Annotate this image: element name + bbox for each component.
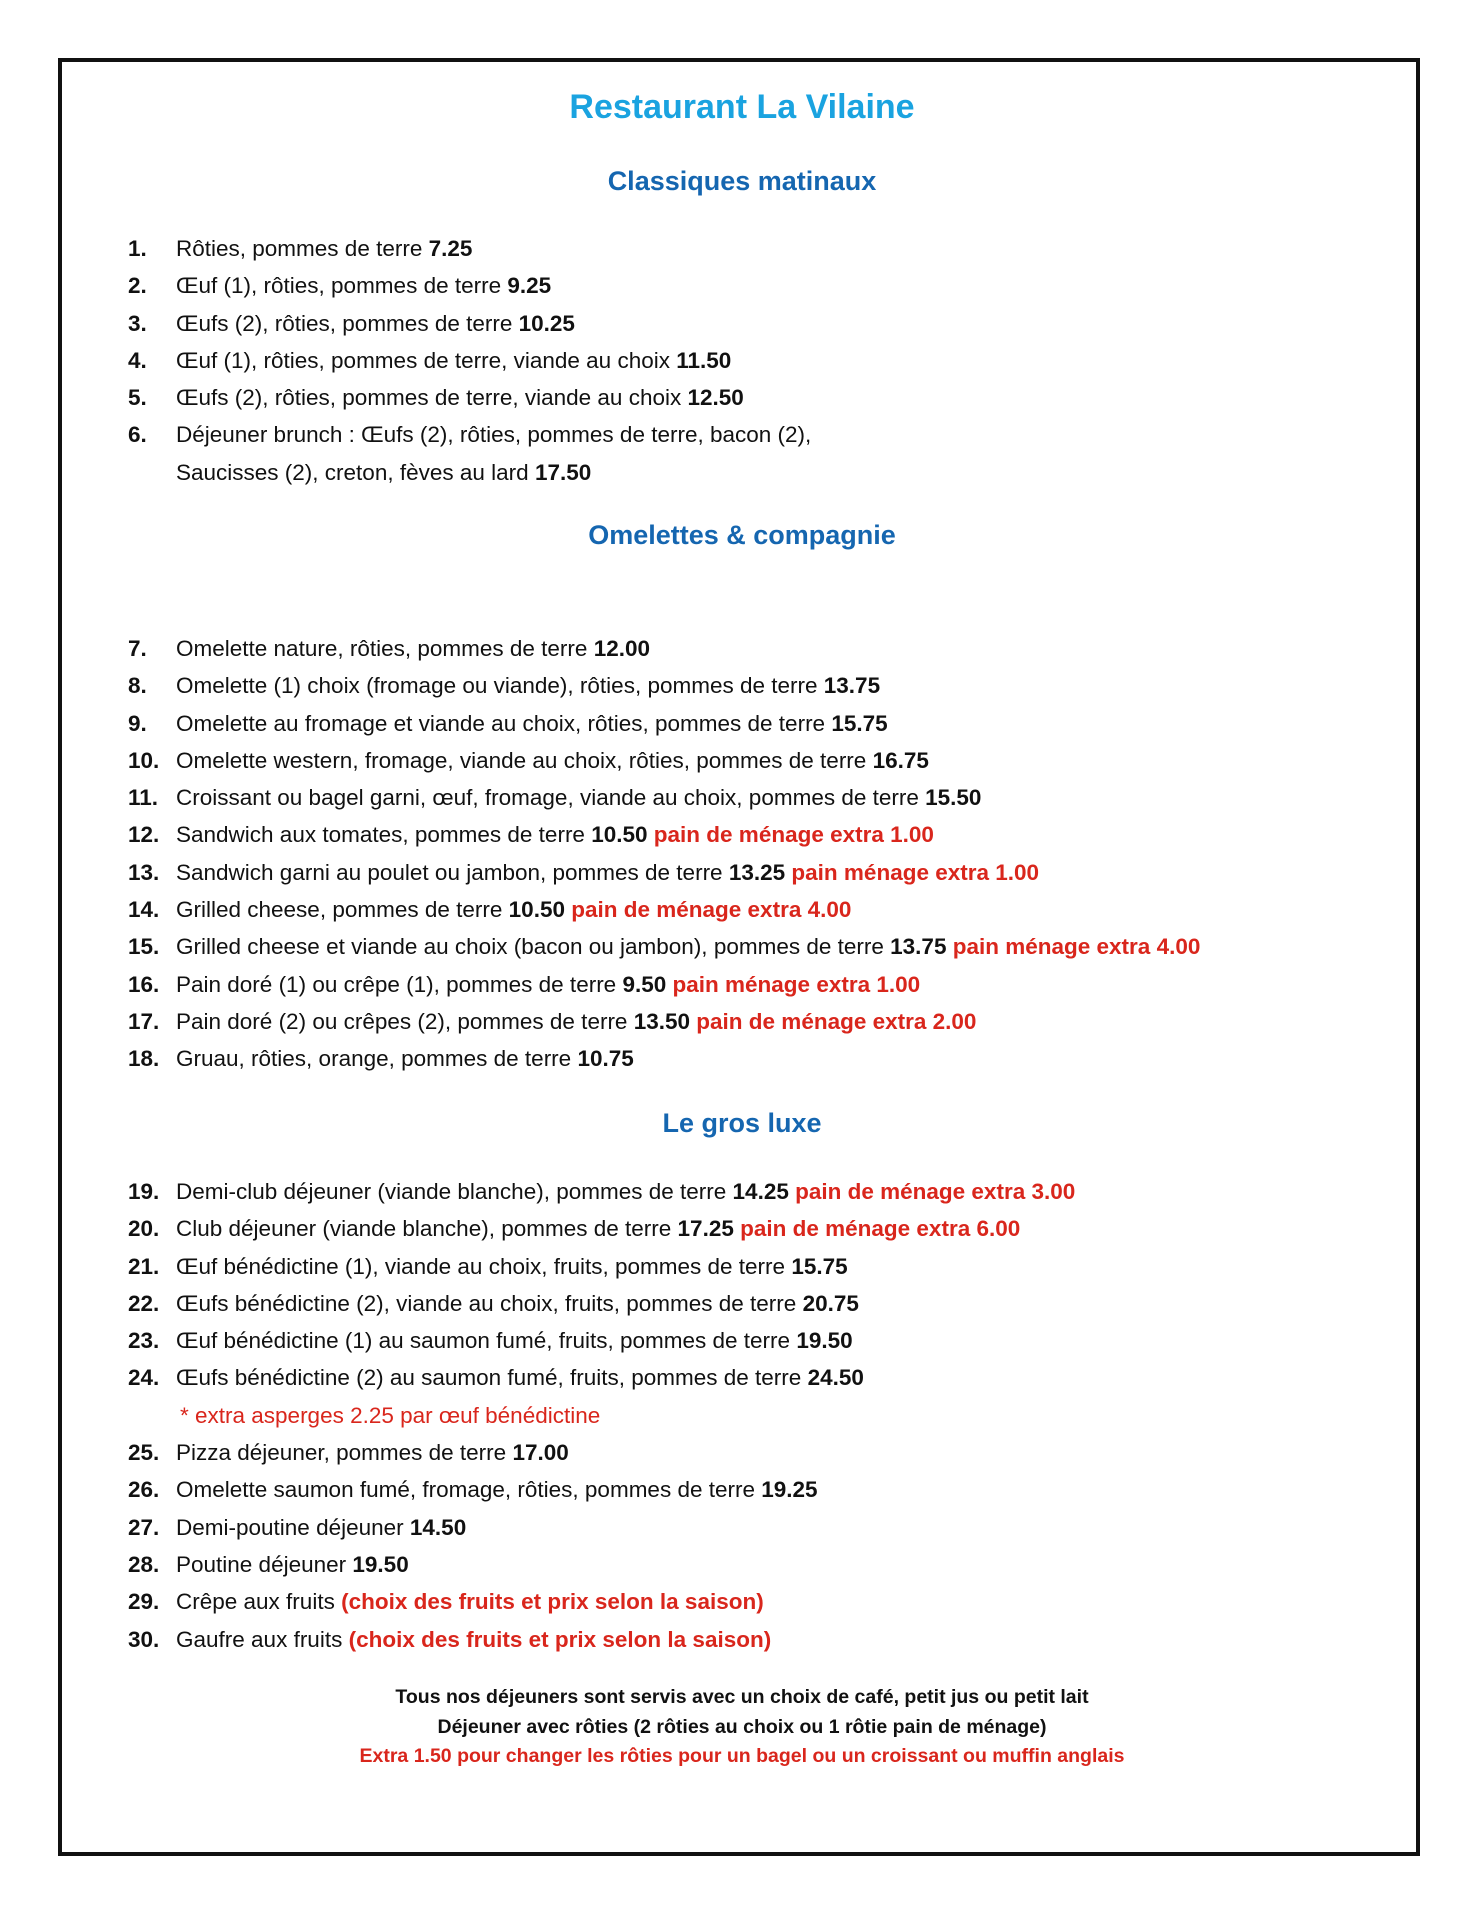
menu-item xyxy=(128,230,1378,267)
menu-item-price: 15.75 xyxy=(791,1253,848,1279)
menu-item-price: 15.75 xyxy=(831,710,888,736)
menu-item-extra: (choix des fruits et prix selon la saison) xyxy=(341,1589,764,1615)
menu-item-price: 19.50 xyxy=(352,1551,409,1577)
menu-item xyxy=(128,928,1378,965)
menu-item xyxy=(128,1248,1378,1285)
menu-item-description: Œuf (1), rôties, pommes de terre xyxy=(176,273,502,299)
menu-item-note: * extra asperges 2.25 par œuf bénédictine xyxy=(180,1402,601,1428)
menu-item-number: 29. xyxy=(128,1589,160,1615)
menu-item-price: 19.25 xyxy=(761,1477,818,1503)
menu-item xyxy=(128,742,1378,779)
footer-line-extra: Extra 1.50 pour changer les rôties pour un bagel ou un croissant ou muffin anglais xyxy=(359,1745,1125,1767)
footer-notes xyxy=(0,1683,1484,1772)
menu-item xyxy=(128,305,1378,342)
menu-item-number: 10. xyxy=(128,747,160,773)
menu-item-price: 17.25 xyxy=(677,1216,734,1242)
menu-item-price: 19.50 xyxy=(796,1328,853,1354)
menu-item-description: Œufs (2), rôties, pommes de terre, viande au choix xyxy=(176,385,682,411)
menu-item-price: 9.50 xyxy=(622,971,667,997)
menu-item-number: 11. xyxy=(128,785,159,811)
menu-item-price: 10.75 xyxy=(577,1046,634,1072)
menu-item-price: 10.50 xyxy=(591,822,648,848)
menu-item-number: 2. xyxy=(128,273,147,299)
menu-item-extra: pain de ménage extra 2.00 xyxy=(696,1008,977,1034)
menu-item-price: 15.50 xyxy=(925,785,982,811)
menu-item xyxy=(128,1040,1378,1077)
menu-item-price: 13.75 xyxy=(823,673,881,699)
section-title-gros-luxe: Le gros luxe xyxy=(662,1108,822,1138)
menu-item-description: Œufs (2), rôties, pommes de terre xyxy=(176,310,513,336)
menu-item-description: Crêpe aux fruits xyxy=(176,1589,335,1615)
menu-item-description: Gaufre aux fruits xyxy=(176,1626,343,1652)
menu-item-description: Omelette au fromage et viande au choix, rôties, pommes de terre xyxy=(176,710,826,736)
menu-item xyxy=(128,1509,1378,1546)
menu-item xyxy=(128,454,1378,491)
menu-item-price: 13.25 xyxy=(728,859,786,885)
section-title-classiques: Classiques matinaux xyxy=(607,166,877,196)
menu-item-number: 20. xyxy=(128,1216,160,1242)
menu-item-number: 13. xyxy=(128,859,160,885)
menu-item-extra: pain de ménage extra 1.00 xyxy=(653,822,934,848)
menu-item xyxy=(128,1397,1378,1434)
menu-item-description: Omelette saumon fumé, fromage, rôties, pommes de terre xyxy=(176,1477,755,1503)
menu-item-number: 5. xyxy=(128,385,147,411)
menu-item-description: Œuf (1), rôties, pommes de terre, viande au choix xyxy=(176,347,670,373)
menu-item-extra: pain ménage extra 4.00 xyxy=(952,934,1201,960)
menu-list-omelettes xyxy=(128,630,1378,1078)
menu-item xyxy=(128,1210,1378,1247)
menu-item-number: 22. xyxy=(128,1290,160,1316)
menu-item xyxy=(128,267,1378,304)
menu-item xyxy=(128,1359,1378,1396)
menu-item-description: Pain doré (2) ou crêpes (2), pommes de terre xyxy=(176,1008,628,1034)
menu-item-number: 27. xyxy=(128,1514,160,1540)
menu-item-number: 23. xyxy=(128,1328,160,1354)
menu-item-number: 3. xyxy=(128,310,147,336)
menu-item-number: 24. xyxy=(128,1365,160,1391)
menu-item xyxy=(128,1621,1378,1658)
menu-item-number: 14. xyxy=(128,897,160,923)
menu-item-number: 12. xyxy=(128,822,160,848)
menu-item-number: 26. xyxy=(128,1477,160,1503)
menu-item-description: Sandwich aux tomates, pommes de terre xyxy=(176,822,585,848)
menu-item-number: 15. xyxy=(128,934,160,960)
menu-list-classiques xyxy=(128,230,1378,491)
menu-item-number: 4. xyxy=(128,347,147,373)
menu-item-price: 7.25 xyxy=(428,236,473,261)
footer-line-coffee: Tous nos déjeuners sont servis avec un choix de café, petit jus ou petit lait xyxy=(395,1686,1089,1708)
menu-item-number: 16. xyxy=(128,971,160,997)
menu-item-number: 18. xyxy=(128,1046,160,1072)
menu-item-description: Déjeuner brunch : Œufs (2), rôties, pommes de terre, bacon (2), xyxy=(176,422,812,448)
menu-item-description: Club déjeuner (viande blanche), pommes de terre xyxy=(176,1216,672,1242)
menu-item xyxy=(128,630,1378,667)
menu-item-description: Omelette (1) choix (fromage ou viande), rôties, pommes de terre xyxy=(176,673,818,699)
menu-item-price: 14.25 xyxy=(732,1179,789,1204)
menu-item-extra: pain de ménage extra 6.00 xyxy=(740,1216,1021,1242)
menu-item-price: 13.75 xyxy=(890,934,947,960)
menu-item xyxy=(128,1546,1378,1583)
menu-item-price: 20.75 xyxy=(802,1290,859,1316)
menu-item xyxy=(128,1285,1378,1322)
menu-item-price: 13.50 xyxy=(633,1008,691,1034)
menu-item-description: Demi-club déjeuner (viande blanche), pommes de terre xyxy=(176,1179,727,1204)
menu-item xyxy=(128,966,1378,1003)
menu-item-number: 1. xyxy=(128,236,147,261)
menu-item-description: Sandwich garni au poulet ou jambon, pommes de terre xyxy=(176,859,723,885)
menu-item-extra: pain ménage extra 1.00 xyxy=(791,859,1040,885)
menu-item-number: 6. xyxy=(128,422,147,448)
menu-item-description: Omelette western, fromage, viande au choix, rôties, pommes de terre xyxy=(176,747,867,773)
menu-item-description: Poutine déjeuner xyxy=(176,1551,347,1577)
menu-item xyxy=(128,816,1378,853)
menu-item-price: 17.00 xyxy=(512,1440,569,1466)
menu-item xyxy=(128,1583,1378,1620)
menu-item-number: 25. xyxy=(128,1440,160,1466)
menu-item-description: Demi-poutine déjeuner xyxy=(176,1514,404,1540)
menu-item xyxy=(128,1173,1378,1210)
menu-item-price: 24.50 xyxy=(807,1365,864,1391)
menu-item-price: 12.50 xyxy=(687,385,744,411)
menu-item-number: 30. xyxy=(128,1626,160,1652)
menu-item-description: Rôties, pommes de terre xyxy=(176,236,423,261)
menu-item-description: Grilled cheese et viande au choix (bacon ou jambon), pommes de terre xyxy=(176,934,884,960)
menu-item xyxy=(128,416,1378,453)
menu-item xyxy=(128,342,1378,379)
menu-item-price: 12.00 xyxy=(593,636,651,661)
menu-item-description: Œufs bénédictine (2), viande au choix, fruits, pommes de terre xyxy=(176,1290,797,1316)
menu-item-number: 9. xyxy=(128,710,147,736)
menu-item-price: 9.25 xyxy=(507,273,552,299)
menu-item xyxy=(128,1434,1378,1471)
menu-item-description: Pain doré (1) ou crêpe (1), pommes de terre xyxy=(176,971,617,997)
menu-item-number: 7. xyxy=(128,636,147,661)
menu-item-description: Omelette nature, rôties, pommes de terre xyxy=(176,636,588,661)
menu-item-extra: pain de ménage extra 4.00 xyxy=(571,897,852,923)
menu-item-number: 19. xyxy=(128,1179,160,1204)
section-title-omelettes: Omelettes & compagnie xyxy=(588,520,896,550)
menu-item xyxy=(128,854,1378,891)
menu-item-number: 8. xyxy=(128,673,147,699)
menu-item xyxy=(128,1003,1378,1040)
footer-line-toast: Déjeuner avec rôties (2 rôties au choix ou 1 rôtie pain de ménage) xyxy=(437,1715,1047,1738)
menu-item-price: 17.50 xyxy=(534,459,592,485)
menu-item-extra: pain de ménage extra 3.00 xyxy=(795,1179,1076,1204)
menu-item-number: 28. xyxy=(128,1551,160,1577)
menu-item-number: 17. xyxy=(128,1008,160,1034)
menu-item xyxy=(128,1471,1378,1508)
menu-item xyxy=(128,667,1378,704)
menu-item-extra: (choix des fruits et prix selon la saison) xyxy=(348,1626,772,1652)
menu-item-description: Croissant ou bagel garni, œuf, fromage, viande au choix, pommes de terre xyxy=(176,785,919,811)
menu-item-price: 10.50 xyxy=(508,897,565,923)
menu-item-number: 21. xyxy=(128,1253,160,1279)
menu-item-extra: pain ménage extra 1.00 xyxy=(672,971,921,997)
menu-item-description: Pizza déjeuner, pommes de terre xyxy=(176,1440,507,1466)
menu-item-description: Œufs bénédictine (2) au saumon fumé, fruits, pommes de terre xyxy=(176,1365,802,1391)
menu-item-description: Grilled cheese, pommes de terre xyxy=(176,897,503,923)
menu-item xyxy=(128,779,1378,816)
menu-item xyxy=(128,1322,1378,1359)
menu-item-price: 14.50 xyxy=(409,1514,467,1540)
restaurant-title: Restaurant La Vilaine xyxy=(569,88,915,126)
menu-item-description: Œuf bénédictine (1) au saumon fumé, fruits, pommes de terre xyxy=(176,1328,791,1354)
menu-item-description: Œuf bénédictine (1), viande au choix, fruits, pommes de terre xyxy=(176,1253,786,1279)
menu-list-gros-luxe xyxy=(128,1173,1378,1658)
menu-item xyxy=(128,379,1378,416)
menu-item-description: Gruau, rôties, orange, pommes de terre xyxy=(176,1046,572,1072)
menu-item-description: Saucisses (2), creton, fèves au lard xyxy=(176,459,529,485)
menu-item xyxy=(128,705,1378,742)
menu-item-price: 10.25 xyxy=(518,310,575,336)
menu-item-price: 11.50 xyxy=(676,347,732,373)
menu-item-price: 16.75 xyxy=(872,747,929,773)
menu-item xyxy=(128,891,1378,928)
